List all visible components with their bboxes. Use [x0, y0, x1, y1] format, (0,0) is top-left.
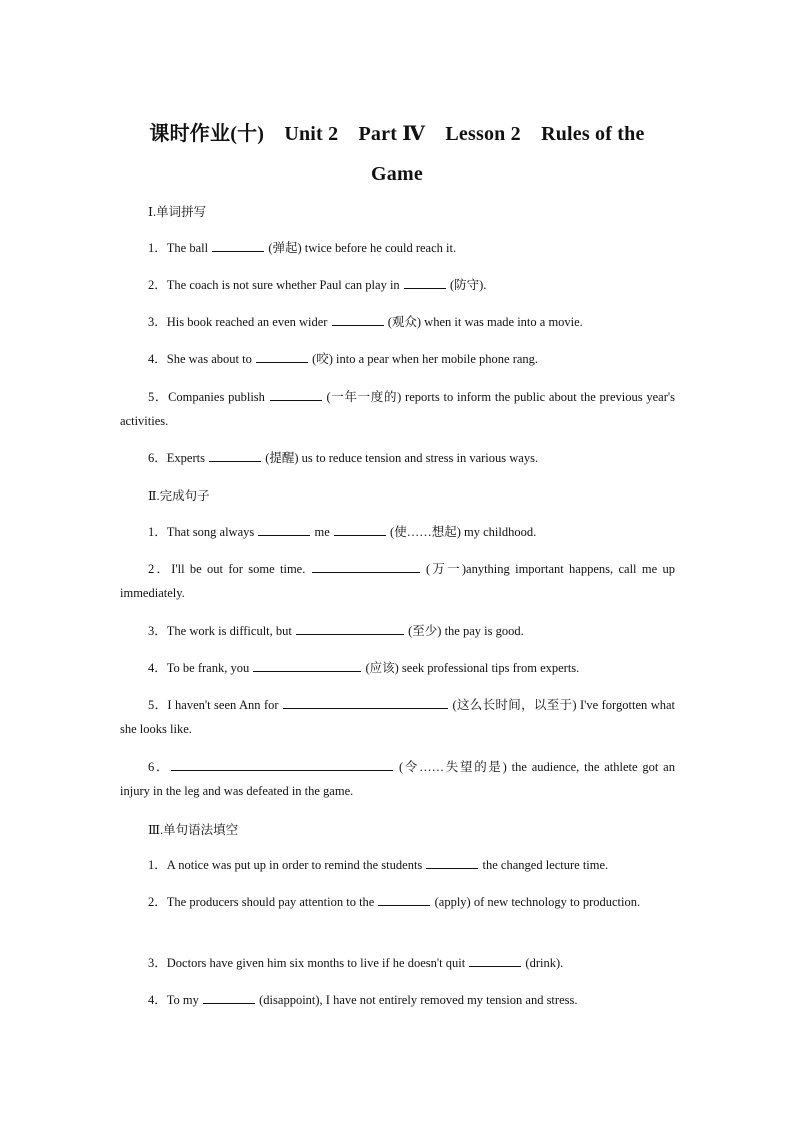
question-text-before: Experts [166, 451, 209, 465]
answer-blank[interactable] [283, 695, 448, 709]
question-text-before: Companies publish [168, 390, 269, 404]
answer-blank[interactable] [256, 349, 308, 363]
question-text-after: (弹起) twice before he could reach it. [265, 241, 457, 255]
question-item [120, 952, 675, 976]
question-text-after: (disappoint), I have not entirely removed my tension and stress. [256, 993, 578, 1007]
question-text-after: (咬) into a pear when her mobile phone rang. [308, 352, 539, 366]
answer-blank[interactable] [426, 855, 478, 869]
question-text-before: A notice was put up in order to remind the students [166, 858, 426, 872]
question-number: 6． [148, 451, 167, 465]
question-text-after: (观众) when it was made into a movie. [384, 315, 583, 329]
question-text-before: That song always [166, 525, 258, 539]
answer-blank[interactable] [171, 757, 393, 771]
question-text-before: His book reached an even wider [166, 315, 331, 329]
question-text-after: (防守). [446, 278, 487, 292]
question-number: 3． [148, 315, 167, 329]
question-text-before: I haven't seen Ann for [167, 698, 283, 712]
question-text-before: She was about to [166, 352, 255, 366]
question-text-before: The producers should pay attention to the [166, 895, 378, 909]
question-item [120, 311, 675, 335]
question-text-after: (drink). [522, 956, 564, 970]
question-item [120, 756, 675, 803]
question-item [120, 620, 675, 644]
question-text-before: I'll be out for some time. [171, 562, 311, 576]
question-number: 5． [148, 698, 168, 712]
question-item [120, 237, 675, 261]
question-text-after: (令……失望的是) the audience, the athlete got an injury in the leg and was defeated in the game. [120, 760, 675, 798]
section-heading-word-spelling: Ⅰ.单词拼写 [148, 205, 207, 219]
title-line-2: Game [371, 163, 423, 185]
question-item [120, 447, 675, 471]
question-text-after: (apply) of new technology to production. [431, 895, 641, 909]
question-text-after: (这么长时间，以至于) I've forgotten what she looks like. [120, 698, 675, 736]
question-item [120, 989, 675, 1013]
question-text-after: the changed lecture time. [479, 858, 609, 872]
answer-blank[interactable] [296, 621, 404, 635]
section-heading-grammar-fill: Ⅲ.单句语法填空 [148, 823, 239, 837]
question-number: 6． [148, 760, 171, 774]
worksheet-title [120, 114, 674, 194]
question-number: 1． [148, 241, 167, 255]
question-number: 2． [148, 562, 172, 576]
question-item [120, 891, 675, 915]
question-text-after: (提醒) us to reduce tension and stress in various ways. [262, 451, 539, 465]
question-text-before: To my [166, 993, 203, 1007]
answer-blank[interactable] [212, 238, 264, 252]
question-text-before: Doctors have given him six months to live if he doesn't quit [166, 956, 469, 970]
answer-blank[interactable] [209, 448, 261, 462]
question-number: 2． [148, 895, 167, 909]
answer-blank[interactable] [253, 658, 361, 672]
question-number: 1． [148, 858, 167, 872]
question-number: 1． [148, 525, 167, 539]
question-item [120, 558, 675, 605]
answer-blank[interactable] [469, 953, 521, 967]
question-text-after: (应该) seek professional tips from experts. [362, 661, 580, 675]
answer-blank[interactable] [270, 387, 322, 401]
question-item [120, 854, 675, 878]
question-text-after: (万一)anything important happens, call me up immediately. [120, 562, 675, 600]
question-item [120, 694, 675, 741]
question-item [120, 521, 675, 545]
question-number: 4． [148, 352, 167, 366]
question-number: 4． [148, 661, 167, 675]
answer-blank[interactable] [312, 559, 420, 573]
question-text-after: (使……想起) my childhood. [386, 525, 537, 539]
answer-blank[interactable] [334, 522, 386, 536]
answer-blank[interactable] [332, 312, 384, 326]
question-item [120, 657, 675, 681]
question-item [120, 274, 675, 298]
question-item [120, 348, 675, 372]
answer-blank[interactable] [203, 990, 255, 1004]
title-line-1: 课时作业(十) Unit 2 Part Ⅳ Lesson 2 Rules of the [149, 123, 645, 145]
answer-blank[interactable] [378, 892, 430, 906]
question-text-before: To be frank, you [166, 661, 253, 675]
question-item [120, 386, 675, 433]
question-number: 3． [148, 624, 167, 638]
question-text-after: (至少) the pay is good. [405, 624, 524, 638]
question-text-before: The coach is not sure whether Paul can play in [166, 278, 403, 292]
answer-blank[interactable] [258, 522, 310, 536]
answer-blank[interactable] [404, 275, 446, 289]
question-text-before: The ball [166, 241, 212, 255]
question-number: 4． [148, 993, 167, 1007]
question-number: 3． [148, 956, 167, 970]
question-text-before: The work is difficult, but [166, 624, 295, 638]
question-text-middle: me [311, 525, 333, 539]
question-text-after: (一年一度的) reports to inform the public about the previous year's activities. [120, 390, 675, 428]
question-number: 5． [148, 390, 169, 404]
section-heading-complete-sentences: Ⅱ.完成句子 [148, 489, 210, 503]
question-number: 2． [148, 278, 167, 292]
